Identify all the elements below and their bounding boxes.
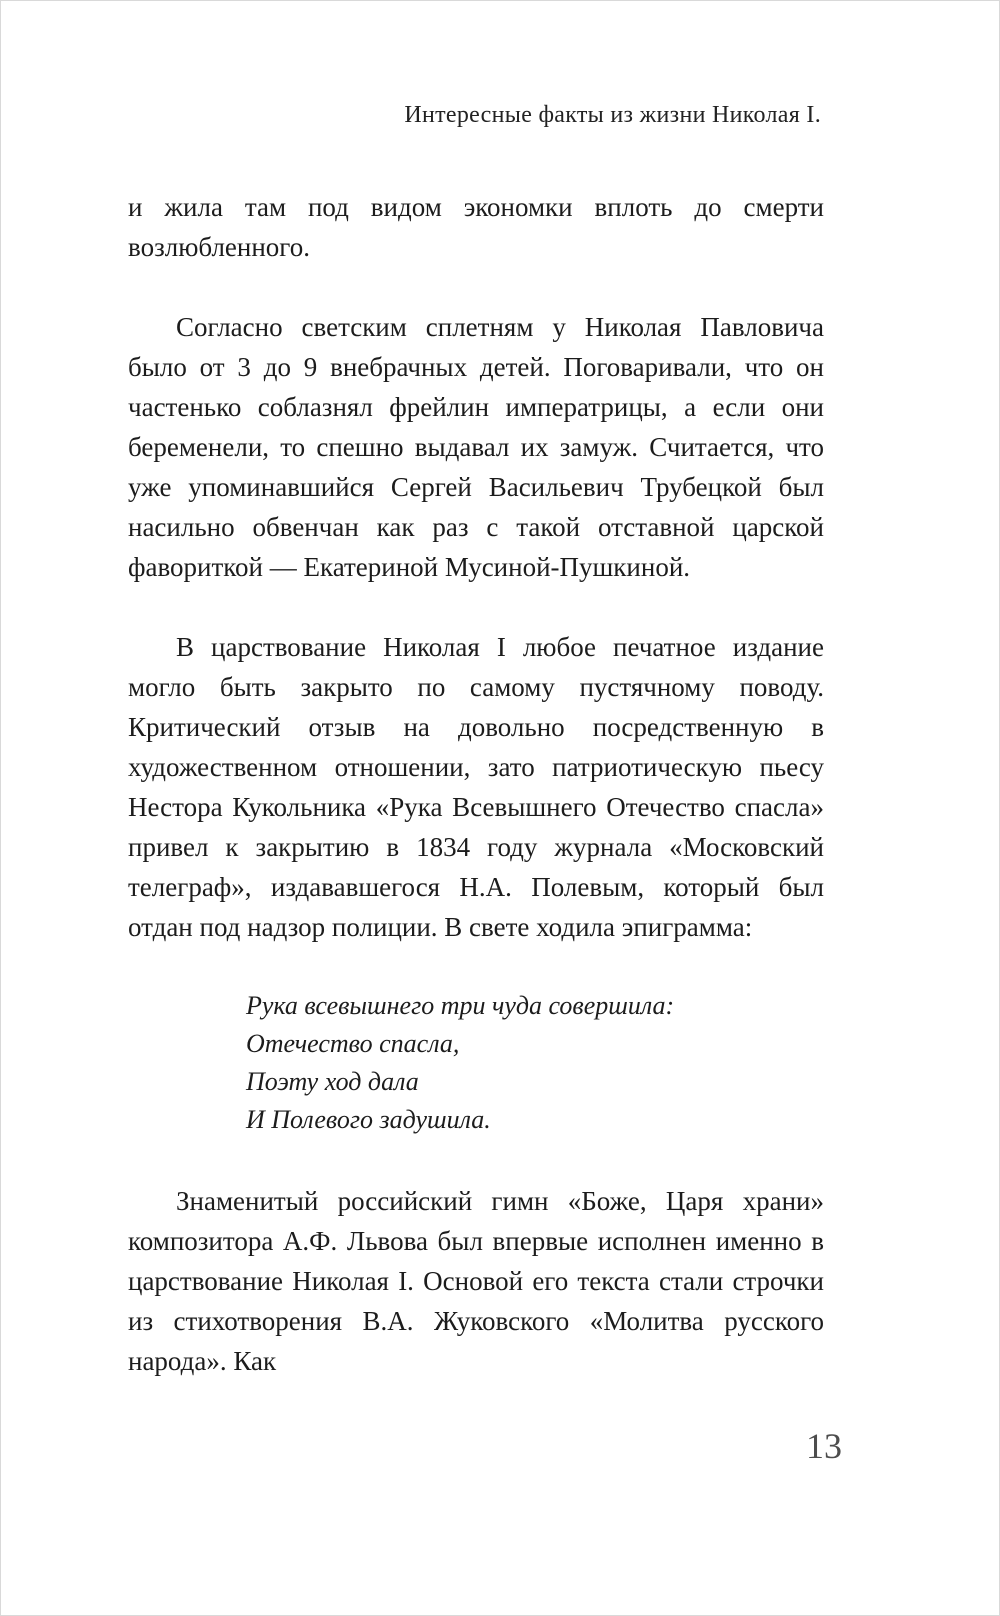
- verse-block: [246, 987, 824, 1139]
- text-block: [128, 187, 824, 1421]
- verse-line: И Полевого задушила.: [246, 1105, 491, 1134]
- running-head: Интересные факты из жизни Николая I.: [404, 102, 821, 128]
- body-paragraph: Знаменитый российский гимн «Боже, Царя храни» композитора А.Ф. Львова был впервые исполнен именно в царствование Николая I. Основой его текста стали строчки из стихотворения В.А. Жуковского «Молитва русского народа». Как: [128, 1186, 824, 1376]
- verse-line: Рука всевышнего три чуда совершила:: [246, 991, 675, 1020]
- verse-line: Отечество спасла,: [246, 1029, 460, 1058]
- body-paragraph: и жила там под видом экономки вплоть до смерти возлюбленного.: [128, 192, 824, 262]
- verse-line: Поэту ход дала: [246, 1067, 419, 1096]
- body-paragraph: Согласно светским сплетням у Николая Павловича было от 3 до 9 внебрачных детей. Поговаривали, что он частенько соблазнял фрейлин императрицы, а если они беременели, то спешно выдавал их замуж. Считается, что уже упоминавшийся Сергей Васильевич Трубецкой был насильно обвенчан как раз с такой отставной царской фавориткой — Екатериной Мусиной-Пушкиной.: [128, 312, 824, 582]
- page-number: 13: [806, 1426, 842, 1466]
- body-paragraph: В царствование Николая I любое печатное издание могло быть закрыто по самому пустячному поводу. Критический отзыв на довольно посредственную в художественном отношении, зато патриотическую пьесу Нестора Кукольника «Рука Всевышнего Отечество спасла» привел к закрытию в 1834 году журнала «Московский телеграф», издававшегося Н.А. Полевым, который был отдан под надзор полиции. В свете ходила эпиграмма:: [128, 632, 824, 942]
